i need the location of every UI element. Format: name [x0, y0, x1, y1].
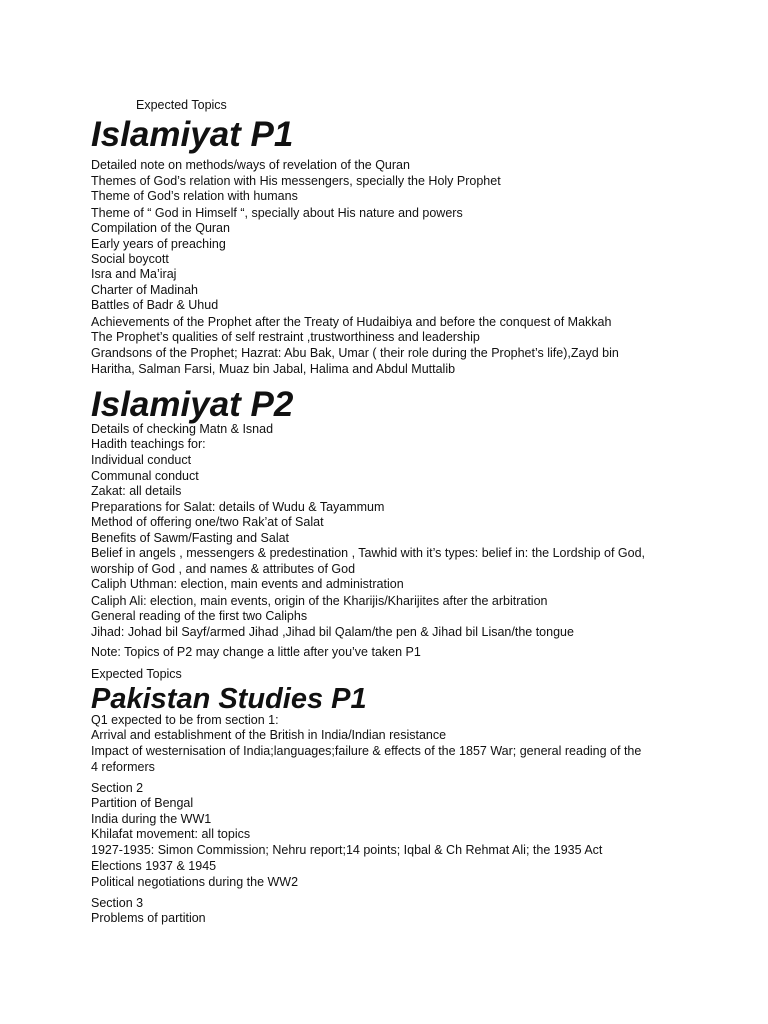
p2-note: Note: Topics of P2 may change a little after you’ve taken P1 — [91, 645, 421, 659]
list-item: Charter of Madinah — [91, 283, 199, 297]
list-item: worship of God , and names & attributes of God — [91, 562, 356, 576]
list-item: Elections 1937 & 1945 — [91, 859, 217, 873]
list-item: Benefits of Sawm/Fasting and Salat — [91, 531, 290, 545]
list-item: Battles of Badr & Uhud — [91, 298, 219, 312]
list-item: Communal conduct — [91, 469, 199, 483]
list-item: Belief in angels , messengers & predestination , Tawhid with it’s types: belief in: the Lordship of God, — [91, 546, 646, 560]
list-item: Hadith teachings for: — [91, 437, 206, 451]
list-item: Political negotiations during the WW2 — [91, 875, 299, 889]
list-item: Themes of God’s relation with His messengers, specially the Holy Prophet — [91, 174, 501, 188]
list-item: Impact of westernisation of India;languages;failure & effects of the 1857 War; general reading of the — [91, 744, 642, 758]
islamiyat-p2-heading: Islamiyat P2 — [91, 385, 294, 424]
expected-topics-label: Expected Topics — [91, 667, 182, 681]
list-item: Details of checking Matn & Isnad — [91, 422, 274, 436]
list-item: Partition of Bengal — [91, 796, 194, 810]
list-item: Achievements of the Prophet after the Treaty of Hudaibiya and before the conquest of Makkah — [91, 315, 612, 329]
list-item: Jihad: Johad bil Sayf/armed Jihad ,Jihad bil Qalam/the pen & Jihad bil Lisan/the tongue — [91, 625, 574, 639]
list-item: Social boycott — [91, 252, 169, 266]
list-item: Grandsons of the Prophet; Hazrat: Abu Bak, Umar ( their role during the Prophet’s life),Zayd bin — [91, 346, 619, 360]
list-item: Individual conduct — [91, 453, 192, 467]
list-item: Early years of preaching — [91, 237, 226, 251]
islamiyat-p1-heading: Islamiyat P1 — [91, 115, 294, 154]
list-item: Haritha, Salman Farsi, Muaz bin Jabal, Halima and Abdul Muttalib — [91, 362, 456, 376]
list-item: Caliph Uthman: election, main events and administration — [91, 577, 404, 591]
list-item: Preparations for Salat: details of Wudu & Tayammum — [91, 500, 385, 514]
list-item: Isra and Ma’iraj — [91, 267, 177, 281]
list-item: India during the WW1 — [91, 812, 212, 826]
list-item: General reading of the first two Caliphs — [91, 609, 308, 623]
list-item: Q1 expected to be from section 1: — [91, 713, 279, 727]
list-item: Problems of partition — [91, 911, 206, 925]
list-item: Zakat: all details — [91, 484, 182, 498]
list-item: The Prophet’s qualities of self restraint ,trustworthiness and leadership — [91, 330, 480, 344]
list-item: Detailed note on methods/ways of revelation of the Quran — [91, 158, 410, 172]
list-item: Method of offering one/two Rak’at of Salat — [91, 515, 324, 529]
list-item: Khilafat movement: all topics — [91, 827, 251, 841]
list-item: Theme of “ God in Himself “, specially about His nature and powers — [91, 206, 463, 220]
list-item: Arrival and establishment of the British in India/Indian resistance — [91, 728, 447, 742]
list-item: 4 reformers — [91, 760, 155, 774]
list-item: Caliph Ali: election, main events, origin of the Kharijis/Kharijites after the arbitration — [91, 594, 548, 608]
pakistan-studies-p1-heading: Pakistan Studies P1 — [91, 683, 367, 715]
list-item: Compilation of the Quran — [91, 221, 230, 235]
list-item: Theme of God’s relation with humans — [91, 189, 298, 203]
list-item: 1927-1935: Simon Commission; Nehru report;14 points; Iqbal & Ch Rehmat Ali; the 1935 Act — [91, 843, 603, 857]
expected-topics-label: Expected Topics — [136, 98, 227, 112]
section-2-heading: Section 2 — [91, 781, 144, 795]
section-3-heading: Section 3 — [91, 896, 144, 910]
